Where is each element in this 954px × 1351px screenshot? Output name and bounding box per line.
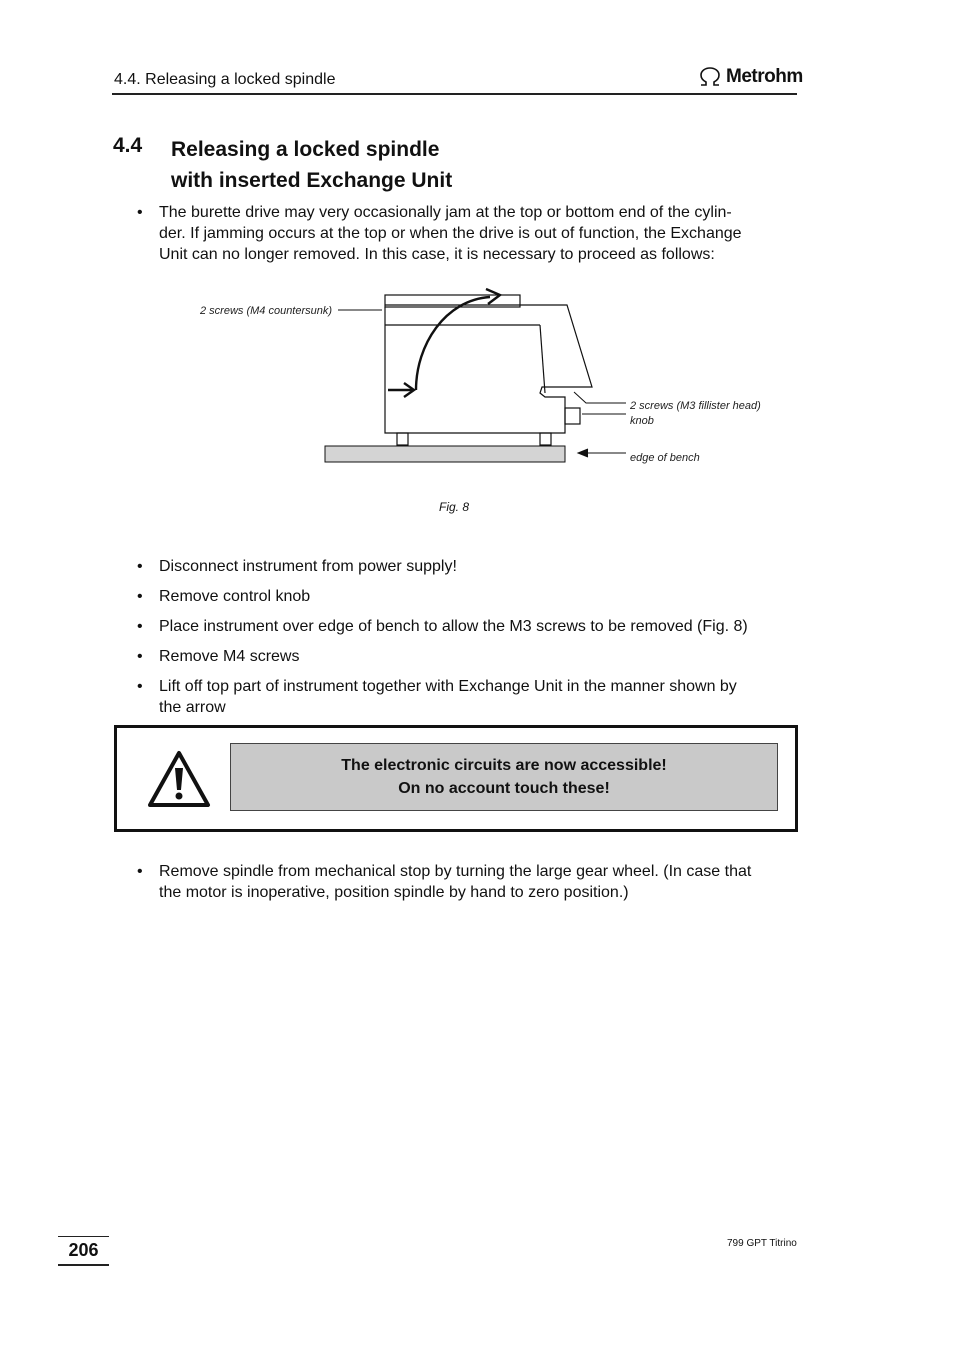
intro-paragraph xyxy=(159,202,799,265)
warning-message xyxy=(230,743,778,811)
omega-icon xyxy=(698,67,722,87)
final-step-line1: • Remove spindle from mechanical stop by turning the large gear wheel. (In case that xyxy=(159,863,752,880)
section-title-line2: with inserted Exchange Unit xyxy=(171,169,453,192)
intro-line2: der. If jamming occurs at the top or when the drive is out of function, the Exchange xyxy=(159,225,742,242)
running-header: 4.4. Releasing a locked spindle xyxy=(114,71,336,88)
warning-triangle-icon xyxy=(147,750,211,808)
warning-line1: The electronic circuits are now accessible! xyxy=(341,757,667,774)
footer-product: 799 GPT Titrino xyxy=(727,1238,797,1249)
page-number: 206 xyxy=(68,1240,99,1260)
final-step-line2: the motor is inoperative, position spindle by hand to zero position.) xyxy=(159,884,629,901)
step-5 xyxy=(159,676,799,718)
label-edge-of-bench: edge of bench xyxy=(630,452,700,464)
header-rule xyxy=(112,93,797,95)
label-m4-screws: 2 screws (M4 countersunk) xyxy=(200,305,333,317)
intro-line3: Unit can no longer removed. In this case, it is necessary to proceed as follows: xyxy=(159,246,715,263)
warning-line2: On no account touch these! xyxy=(398,780,610,797)
section-number: 4.4 xyxy=(113,134,143,157)
intro-line1: • The burette drive may very occasionally jam at the top or bottom end of the cylin- xyxy=(159,204,732,221)
figure-caption: Fig. 8 xyxy=(439,500,470,514)
logo-text: Metrohm xyxy=(726,66,803,87)
section-title-line1: Releasing a locked spindle xyxy=(171,138,440,161)
step-4: • Remove M4 screws xyxy=(159,646,799,667)
warning-box xyxy=(114,725,798,832)
step-1: • Disconnect instrument from power supply! xyxy=(159,556,799,577)
final-step xyxy=(159,861,799,903)
page-number-rule-bottom xyxy=(58,1264,109,1266)
step-5-line1: • Lift off top part of instrument together with Exchange Unit in the manner shown by xyxy=(159,678,737,695)
label-knob: knob xyxy=(630,415,654,427)
step-2: • Remove control knob xyxy=(159,586,799,607)
step-3: • Place instrument over edge of bench to allow the M3 screws to be removed (Fig. 8) xyxy=(159,616,799,637)
section-title xyxy=(171,134,452,196)
label-m3-screws: 2 screws (M3 fillister head) xyxy=(630,400,761,412)
instrument-diagram xyxy=(190,285,790,480)
step-5-line2: the arrow xyxy=(159,699,226,716)
metrohm-logo xyxy=(698,66,803,88)
page-number-rule-top xyxy=(58,1236,109,1237)
